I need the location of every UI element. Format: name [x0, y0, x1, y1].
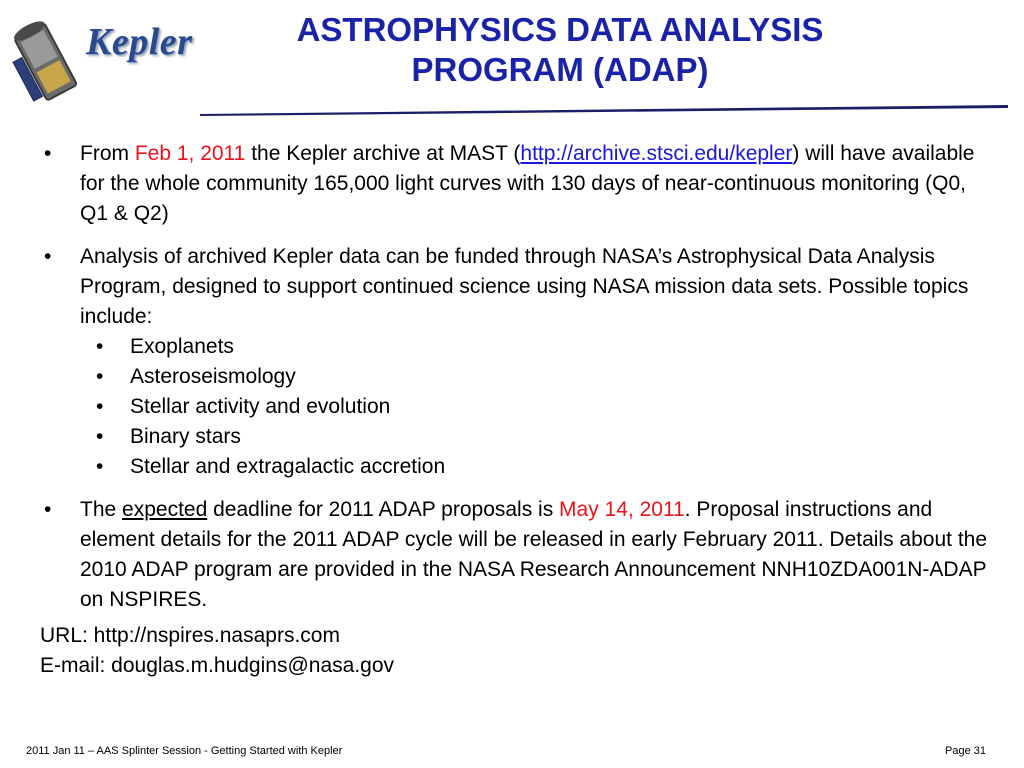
sub-bullet-dot: •: [96, 335, 104, 358]
kepler-spacecraft-icon: [6, 6, 86, 106]
topic-label: Binary stars: [130, 425, 241, 448]
text: the Kepler archive at MAST (: [245, 142, 521, 165]
release-date: Feb 1, 2011: [134, 142, 246, 165]
bullet-dot: •: [44, 245, 52, 268]
topic-item: [40, 332, 995, 362]
topic-label: Stellar activity and evolution: [130, 395, 391, 418]
sub-bullet-dot: •: [96, 395, 104, 418]
text: Analysis of archived Kepler data can be funded through NASA’s Astrophysical Data Analysis Program, designed to support continued science using NASA mission data sets. Possible topics include:: [80, 245, 969, 328]
contact-block: [40, 621, 995, 681]
text: The: [80, 498, 123, 521]
topic-label: Stellar and extragalactic accretion: [130, 455, 446, 478]
page-number: Page 31: [945, 745, 986, 757]
contact-email[interactable]: E-mail: douglas.m.hudgins@nasa.gov: [40, 654, 395, 677]
expected-text: expected: [122, 498, 208, 521]
topic-label: Asteroseismology: [130, 365, 296, 388]
topic-item: [40, 452, 995, 482]
contact-url[interactable]: URL: http://nspires.nasaprs.com: [40, 624, 340, 647]
footer-session: 2011 Jan 11 – AAS Splinter Session - Getting Started with Kepler: [26, 745, 343, 757]
topic-item: [40, 422, 995, 452]
slide-content: [40, 139, 995, 681]
logo-text: Kepler: [86, 21, 193, 63]
topic-label: Exoplanets: [130, 335, 234, 358]
sub-bullet-dot: •: [96, 365, 104, 388]
bullet-dot: •: [44, 498, 52, 521]
topic-item: [40, 362, 995, 392]
text: deadline for 2011 ADAP proposals is: [207, 498, 560, 521]
text: From: [80, 142, 135, 165]
text: ) will have available for the whole community 165,000 light curves with 130 days of near-continuous monitoring (Q0, Q1 & Q2): [80, 142, 975, 225]
text: . Proposal instructions and element details for the 2011 ADAP cycle will be released in early February 2011. Details about the 2010 ADAP program are provided in the NASA Research Announcement NNH10ZDA001N-ADAP on NSPIRES.: [80, 498, 988, 611]
deadline-date: May 14, 2011: [559, 498, 685, 521]
bullet-adap-funding: [40, 242, 995, 332]
topic-item: [40, 392, 995, 422]
title-line-1: ASTROPHYSICS DATA ANALYSIS: [296, 11, 824, 48]
sub-bullet-dot: •: [96, 455, 104, 478]
bullet-deadline: [40, 495, 995, 615]
page-title: [200, 10, 920, 90]
kepler-logo: [6, 6, 206, 106]
bullet-archive: [40, 139, 995, 229]
sub-bullet-dot: •: [96, 425, 104, 448]
bullet-dot: •: [44, 142, 52, 165]
title-underline: [200, 102, 1008, 116]
mast-archive-link[interactable]: http://archive.stsci.edu/kepler: [520, 142, 793, 165]
title-line-2: PROGRAM (ADAP): [411, 51, 709, 88]
